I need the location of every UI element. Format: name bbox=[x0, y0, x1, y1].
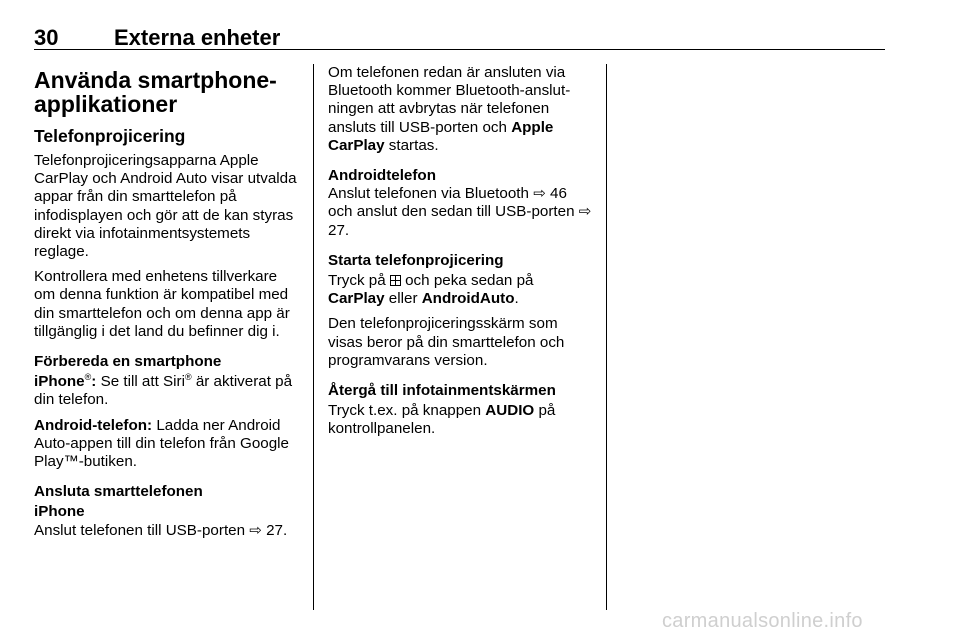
heading-iphone: iPhone bbox=[34, 503, 85, 521]
subsection-heading: Telefonprojicering bbox=[34, 126, 186, 146]
heading-connect-smartphone: Ansluta smarttelefonen bbox=[34, 483, 203, 501]
paragraph-bluetooth bbox=[328, 64, 594, 155]
paragraph-intro: Telefonprojiceringsapparna Apple CarPlay och Android Auto visar utvalda appar från din smarttelefon på infodisplayen och gör att de kan styras direkt via infotainmentsystemets reglage. bbox=[34, 152, 297, 261]
iphone-colon: : bbox=[91, 373, 97, 391]
iphone-text-b: är aktiverat på din telefon. bbox=[34, 373, 293, 409]
paragraph-connect-usb bbox=[34, 522, 302, 540]
android-label: Android-telefon: bbox=[34, 416, 153, 434]
android-connect-ref2: 27. bbox=[328, 221, 350, 239]
apple-carplay-term: Apple CarPlay bbox=[328, 118, 554, 154]
page-ref-arrow-icon: ⇨ bbox=[533, 185, 546, 203]
iphone-label: iPhone bbox=[34, 373, 85, 391]
heading-prepare-smartphone: Förbereda en smartphone bbox=[34, 353, 222, 371]
start-dot: . bbox=[514, 290, 519, 308]
eller-text: eller bbox=[384, 290, 422, 308]
connect-text: Anslut telefonen till USB-porten bbox=[34, 521, 250, 539]
page-number: 30 bbox=[34, 25, 59, 50]
column-divider-right bbox=[606, 64, 607, 610]
column-divider-left bbox=[313, 64, 314, 610]
home-grid-icon bbox=[390, 275, 401, 286]
watermark-text: carmanualsonline.info bbox=[662, 610, 863, 632]
column-left bbox=[34, 64, 302, 547]
heading-android-phone: Androidtelefon bbox=[328, 167, 436, 185]
carplay-term: CarPlay bbox=[328, 290, 385, 308]
audio-button-term: AUDIO bbox=[485, 402, 535, 420]
heading-start-projection: Starta telefonprojicering bbox=[328, 251, 504, 269]
registered-mark-siri: ® bbox=[184, 372, 192, 383]
chapter-title: Externa enheter bbox=[114, 25, 281, 50]
android-text: Ladda ner Android Auto-appen till din telefon från Google Play™-butiken. bbox=[34, 416, 289, 471]
paragraph-screen-version: Den telefonprojiceringsskärm som visas beror på din smarttelefon och programvarans version. bbox=[328, 315, 565, 369]
page-ref-arrow-icon: ⇨ bbox=[249, 521, 262, 539]
iphone-text-a: Se till att Siri bbox=[96, 373, 185, 391]
paragraph-iphone bbox=[34, 373, 302, 409]
bluetooth-end: startas. bbox=[384, 136, 439, 154]
return-text-a: Tryck t.ex. på knappen bbox=[328, 402, 486, 420]
return-text-b: på kontrollpanelen. bbox=[328, 402, 556, 438]
registered-mark: ® bbox=[84, 372, 92, 383]
bluetooth-text: Om telefonen redan är ansluten via Bluetooth kommer Bluetooth-anslutningen att avbrytas när telefonen ansluts till USB-porten och bbox=[328, 64, 571, 136]
page-header bbox=[34, 27, 885, 50]
android-connect-ref1: 46 och anslut den sedan till USB-porten bbox=[328, 185, 579, 221]
page-ref-arrow-icon: ⇨ bbox=[578, 203, 592, 221]
start-text-b: och peka sedan på bbox=[400, 272, 534, 290]
android-connect-a: Anslut telefonen via Bluetooth bbox=[328, 185, 534, 203]
heading-return-infotainment: Återgå till infotainmentskärmen bbox=[328, 382, 556, 400]
paragraph-return bbox=[328, 402, 594, 438]
column-middle bbox=[328, 64, 594, 446]
androidauto-term: AndroidAuto bbox=[421, 290, 515, 308]
paragraph-android-connect bbox=[328, 185, 594, 240]
paragraph-start-projection bbox=[328, 272, 594, 308]
paragraph-android bbox=[34, 417, 302, 472]
section-heading: Använda smartphone-applikationer bbox=[34, 67, 277, 117]
connect-ref: 27. bbox=[266, 521, 288, 539]
paragraph-compatibility: Kontrollera med enhetens tillverkare om denna funktion är kompatibel med din smarttelefon och om denna app är tillgänglig i det land du befinner dig i. bbox=[34, 268, 290, 340]
start-text-a: Tryck på bbox=[328, 272, 390, 290]
